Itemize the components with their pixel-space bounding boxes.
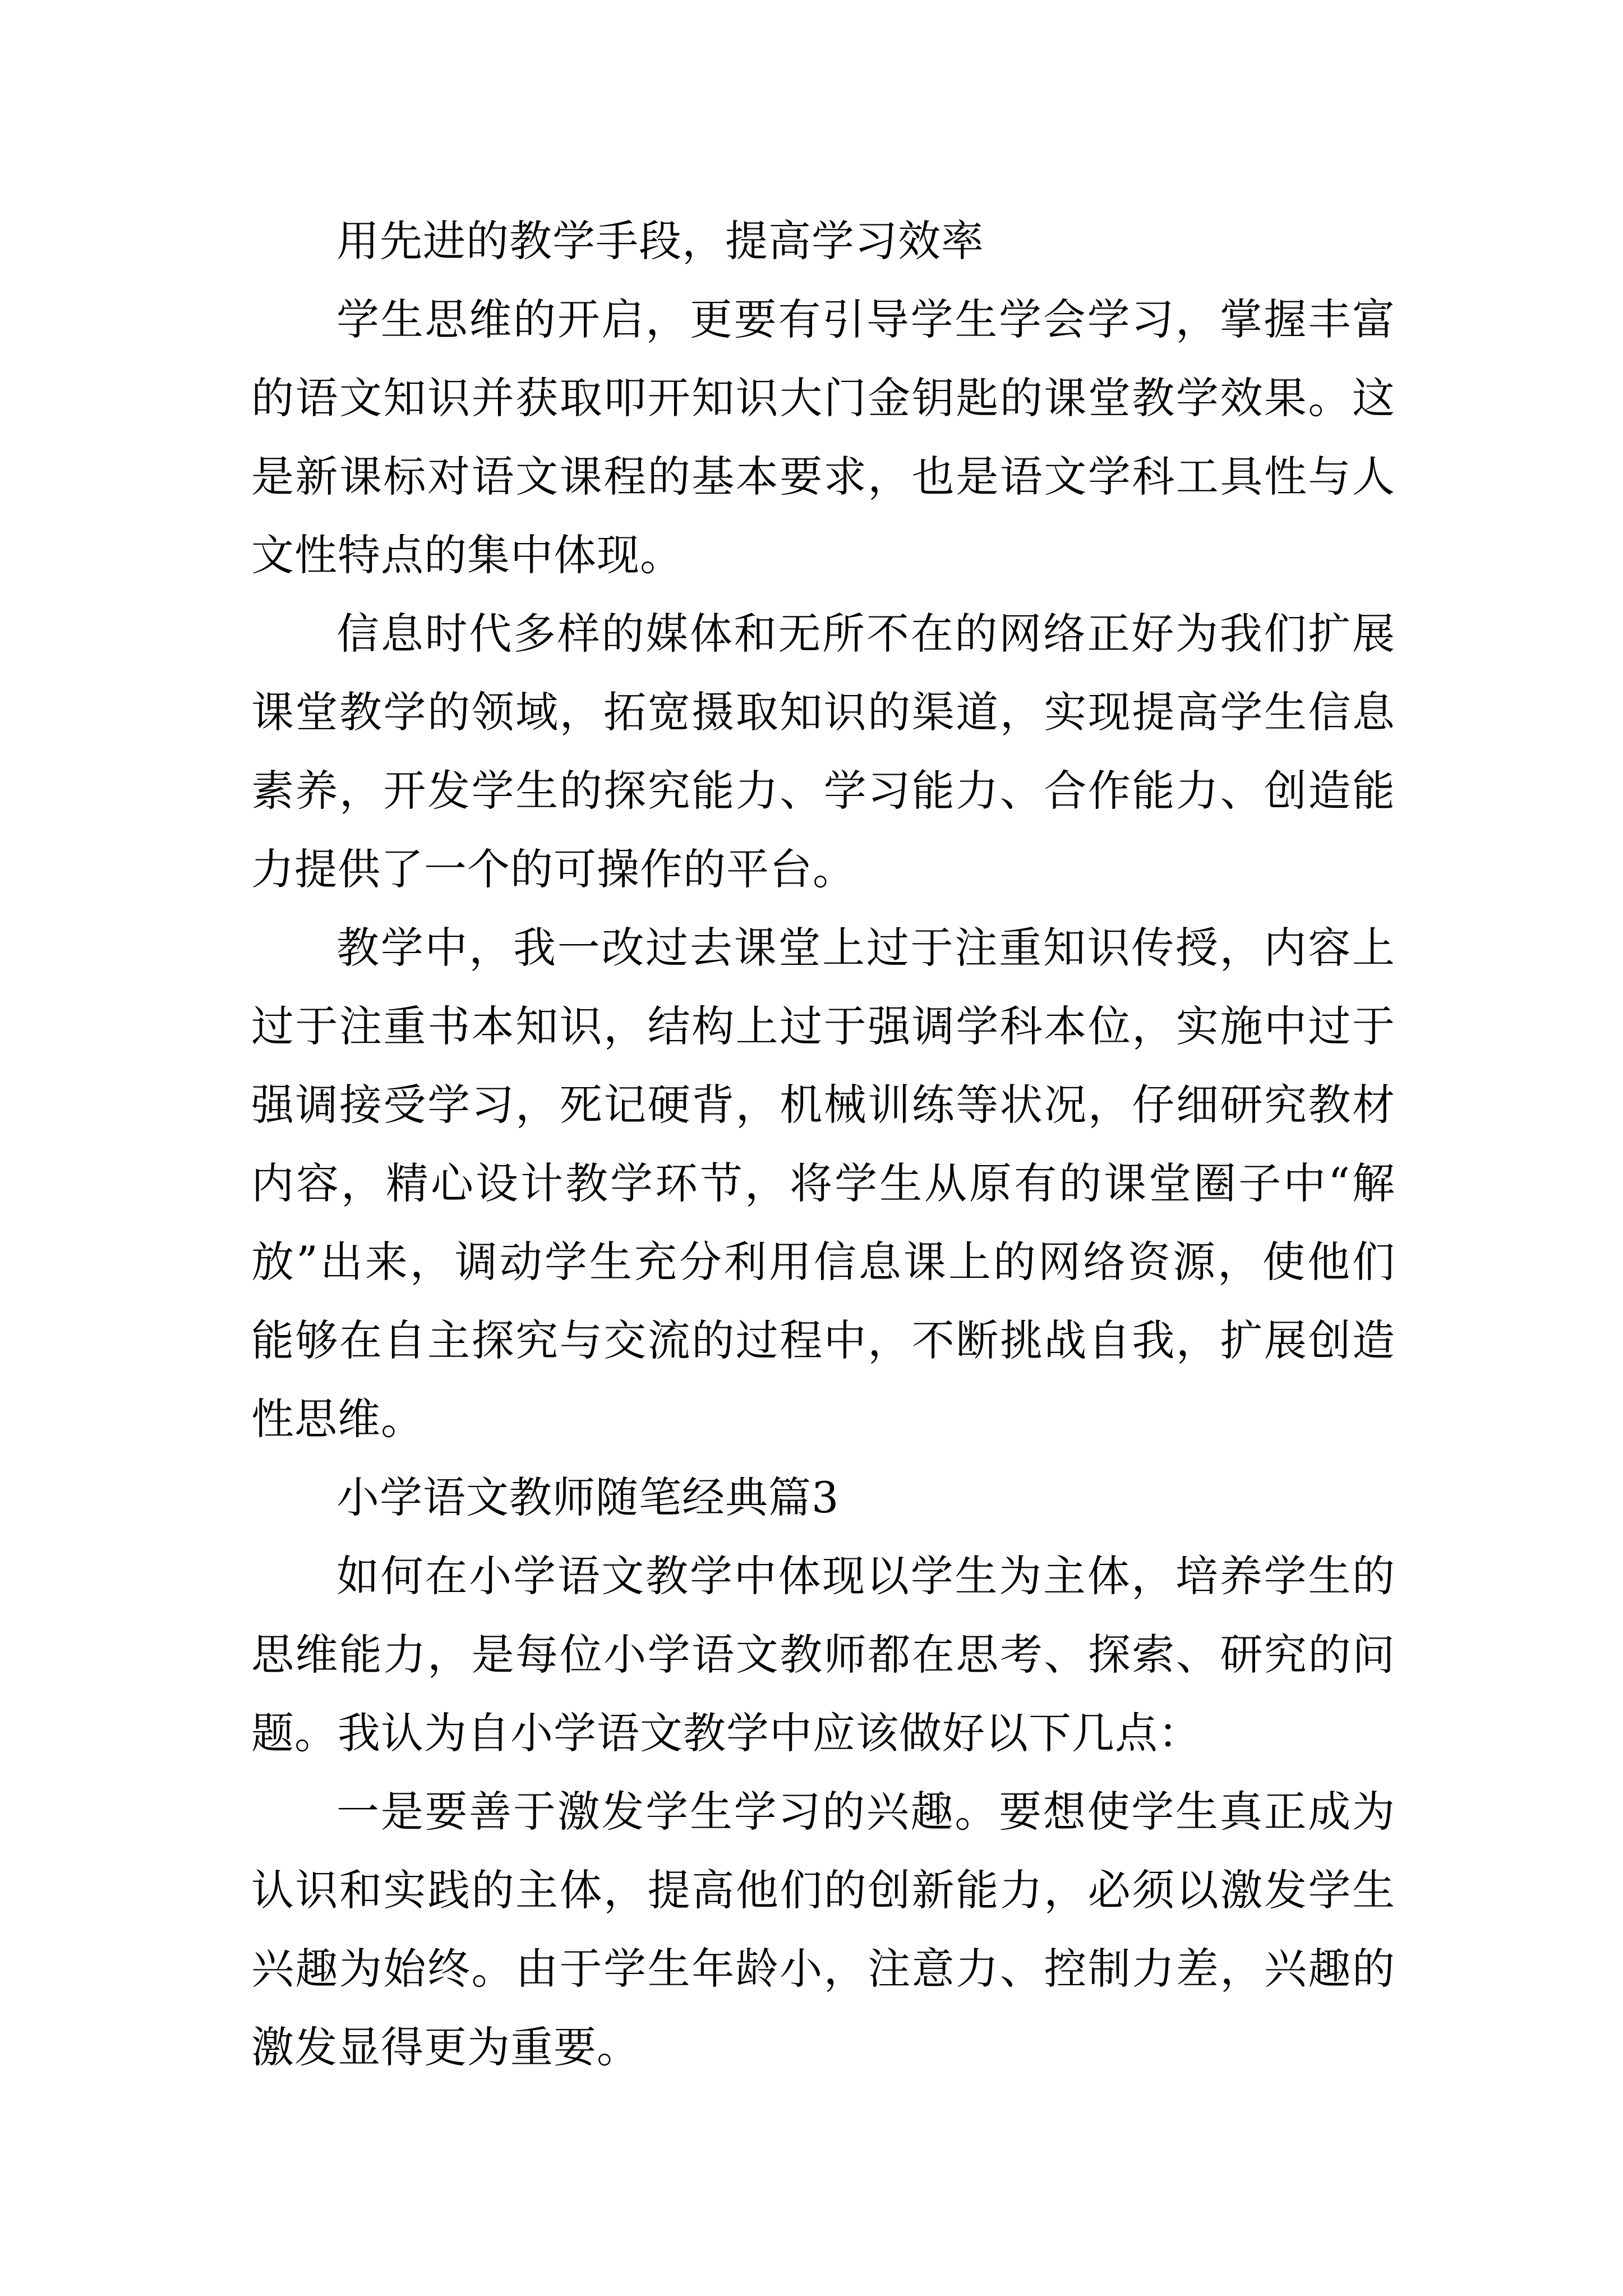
section-heading-teaching-means: 用先进的教学手段，提高学习效率	[336, 216, 984, 266]
paragraph-student-centered: 如何在小学语文教学中体现以学生为主体，培养学生的思维能力，是每位小学语文教师都在思考、探索、研究的问题。我认为自小学语文教学中应该做好以下几点：	[251, 1551, 1395, 1758]
paragraph-information-age: 信息时代多样的媒体和无所不在的网络正好为我们扩展课堂教学的领域，拓宽摄取知识的渠道，实现提高学生信息素养，开发学生的探究能力、学习能力、合作能力、创造能力提供了一个的可操作的平台。	[251, 609, 1395, 894]
paragraph-thinking: 学生思维的开启，更要有引导学生学会学习，掌握丰富的语文知识并获取叩开知识大门金钥匙的课堂教学效果。这是新课标对语文课程的基本要求，也是语文学科工具性与人文性特点的集中体现。	[251, 295, 1395, 580]
section-heading-article-3: 小学语文教师随笔经典篇3	[336, 1473, 840, 1522]
paragraph-teaching-reform: 教学中，我一改过去课堂上过于注重知识传授，内容上过于注重书本知识，结构上过于强调学科本位，实施中过于强调接受学习，死记硬背，机械训练等状况，仔细研究教材内容，精心设计教学环节，将学生从原有的课堂圈子中“解放”出来，调动学生充分利用信息课上的网络资源，使他们能够在自主探究与交流的过程中，不断挑战自我，扩展创造性思维。	[251, 923, 1395, 1444]
paragraph-interest: 一是要善于激发学生学习的兴趣。要想使学生真正成为认识和实践的主体，提高他们的创新能力，必须以激发学生兴趣为始终。由于学生年龄小，注意力、控制力差，兴趣的激发显得更为重要。	[251, 1787, 1395, 2072]
document-body	[251, 202, 1395, 2087]
